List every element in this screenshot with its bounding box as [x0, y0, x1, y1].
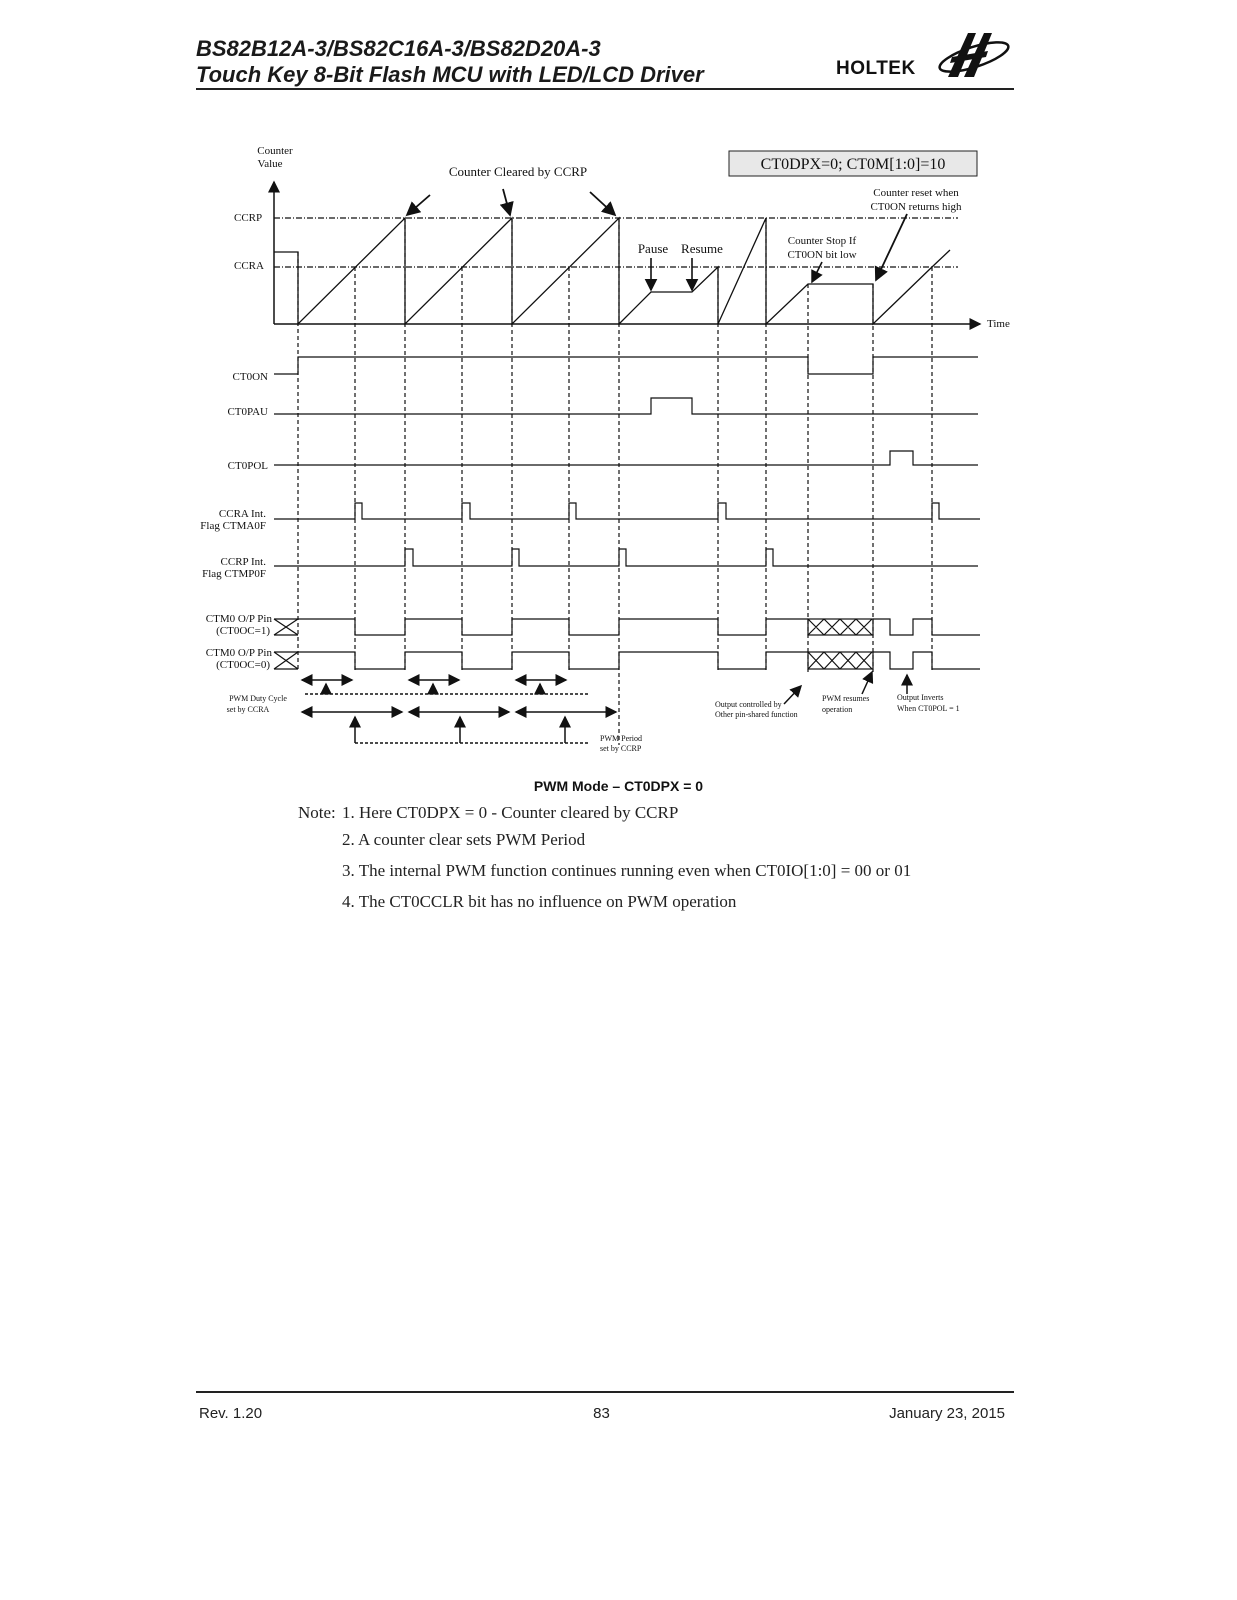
title-line-2: Touch Key 8-Bit Flash MCU with LED/LCD Driver: [196, 62, 704, 87]
figure-caption: PWM Mode – CT0DPX = 0: [533, 778, 704, 794]
x-axis-label: Time: [987, 318, 1010, 330]
signal-labels: [200, 371, 272, 671]
duty-label-2: set by CCRA: [226, 705, 270, 714]
duty-label-1: PWM Duty Cycle: [229, 694, 287, 703]
note-item-1: 1. Here CT0DPX = 0 - Counter cleared by CCRP: [342, 803, 679, 822]
pin1-label-1: CTM0 O/P Pin: [205, 613, 272, 625]
pin0-label-1: CTM0 O/P Pin: [205, 647, 272, 659]
y-axis-label-1: Counter: [257, 145, 293, 157]
counter-waveform: [274, 218, 950, 324]
hatch-lines: [808, 619, 872, 669]
period-label-2: set by CCRP: [600, 744, 642, 753]
footer-page-number: 83: [593, 1405, 610, 1422]
note-item-2: 2. A counter clear sets PWM Period: [342, 830, 586, 849]
output-ctrl-label-1: Output controlled by: [715, 700, 782, 709]
pin0-undefined-state: [274, 652, 298, 669]
ccra-int-label-1: CCRA Int.: [218, 508, 266, 520]
pin1-undefined-state: [274, 619, 298, 635]
counter-cleared-label: Counter Cleared by CCRP: [448, 164, 588, 179]
pwm-resumes-label-1: PWM resumes: [822, 694, 870, 703]
note-item-3: 3. The internal PWM function continues running even when CT0IO[1:0] = 00 or 01: [342, 861, 912, 880]
ct0on-label: CT0ON: [232, 371, 268, 383]
ccra-flag-waveform: [274, 503, 980, 519]
notes-prefix: Note:: [298, 803, 336, 822]
counter-reset-label-1: Counter reset when: [873, 187, 959, 199]
title-line-1: BS82B12A-3/BS82C16A-3/BS82D20A-3: [196, 36, 601, 61]
output-inverts-label-2: When CT0POL = 1: [897, 704, 960, 713]
cleared-arrow-1: [407, 195, 430, 215]
counter-reset-arrow: [876, 214, 907, 280]
cleared-arrow-2: [503, 189, 510, 215]
ccrp-int-label-1: CCRP Int.: [220, 556, 266, 568]
output-inverts-label-1: Output Inverts: [897, 693, 944, 702]
footer-date: January 23, 2015: [889, 1405, 1005, 1422]
pwm-resumes-label-2: operation: [822, 705, 853, 714]
ccra-int-label-2: Flag CTMA0F: [200, 520, 266, 532]
footer-revision: Rev. 1.20: [199, 1405, 263, 1422]
output-ctrl-label-2: Other pin-shared function: [715, 710, 798, 719]
resume-label: Resume: [681, 241, 723, 256]
logo-text: HOLTEK: [836, 58, 916, 79]
counter-reset-label-2: CT0ON returns high: [870, 201, 962, 213]
note-item-4: 4. The CT0CCLR bit has no influence on PWM operation: [342, 892, 737, 911]
footer-rule: [196, 1391, 1014, 1393]
counter-stop-label-1: Counter Stop If: [787, 235, 857, 247]
timing-arrows: [302, 672, 907, 743]
ct0pau-label: CT0PAU: [227, 406, 268, 418]
cleared-arrow-3: [590, 192, 615, 215]
pin-oc1-waveform: [298, 619, 980, 635]
pwm-timing-diagram: [0, 0, 1237, 780]
ct0on-waveform: [274, 357, 978, 374]
ccrp-label: CCRP: [234, 212, 263, 224]
bottom-annotations: [227, 693, 960, 753]
y-axis-label-2: Value: [257, 158, 283, 170]
digital-waveforms: [274, 357, 980, 669]
ccrp-int-label-2: Flag CTMP0F: [202, 568, 266, 580]
counter-stop-arrow: [812, 262, 822, 282]
counter-stop-label-2: CT0ON bit low: [787, 249, 857, 261]
pause-label: Pause: [637, 241, 669, 256]
ct0pol-label: CT0POL: [227, 460, 268, 472]
ccra-label: CCRA: [234, 260, 264, 272]
pin0-label-2: (CT0OC=0): [216, 659, 270, 671]
pin-oc0-waveform: [298, 652, 980, 669]
period-label-1: PWM Period: [600, 734, 642, 743]
mode-box-label: CT0DPX=0; CT0M[1:0]=10: [760, 156, 946, 173]
pin1-label-2: (CT0OC=1): [216, 625, 270, 637]
